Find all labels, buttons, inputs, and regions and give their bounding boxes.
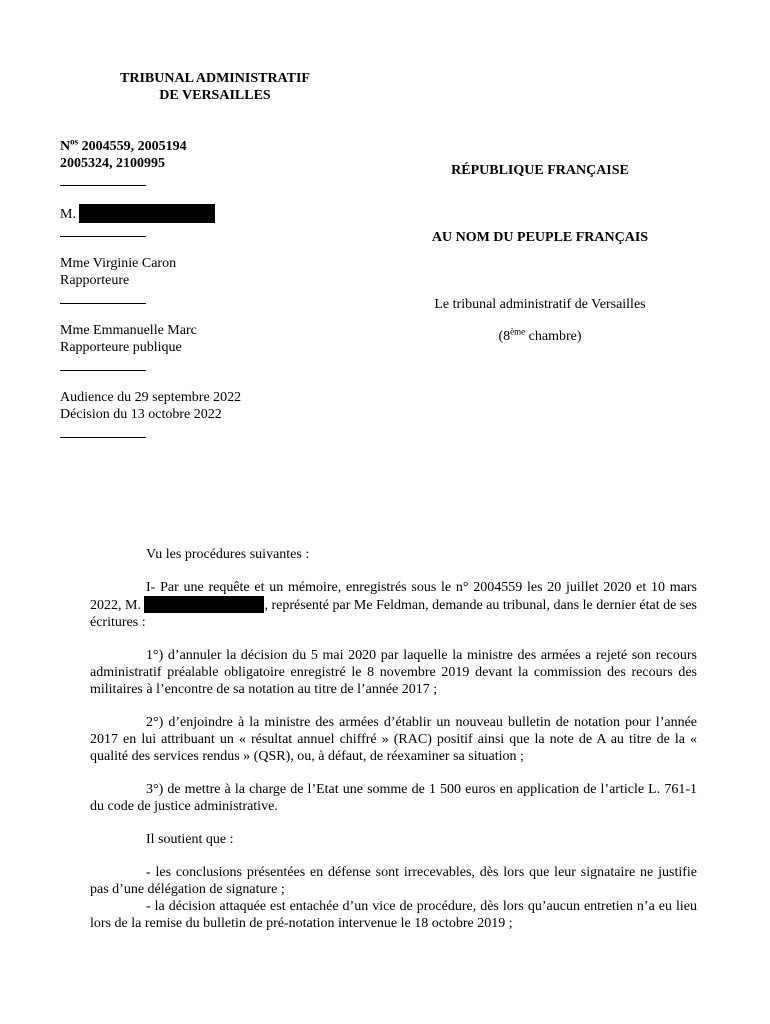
rapporteur-name: Mme Virginie Caron <box>60 256 177 271</box>
hearing-date: Audience du 29 septembre 2022 <box>60 390 242 405</box>
case-numbers-sup: os <box>70 136 79 147</box>
paragraph-argues: Il soutient que : <box>146 832 234 847</box>
chamber-open: (8 <box>498 329 511 344</box>
separator-rule <box>60 303 146 304</box>
redaction-bar <box>79 204 215 223</box>
decision-date: Décision du 13 octobre 2022 <box>60 407 222 422</box>
separator-rule <box>60 437 146 438</box>
paragraph-conclusion-2: 2°) d’enjoindre à la ministre des armées d’établir un nouveau bulletin de notation pour l’année 2017 en lui attribuant un « résultat annuel chiffré » (RAC) positif ainsi que la note de A au titre de la « qualité des services rendus » (QSR), ou, à défaut, de réexaminer sa situation ; <box>90 715 697 764</box>
republic-heading: RÉPUBLIQUE FRANÇAISE <box>451 163 629 178</box>
hearing-dates <box>60 389 241 423</box>
tribunal-line: Le tribunal administratif de Versailles <box>434 297 646 312</box>
rapporteur <box>60 255 176 289</box>
case-numbers-line1: 2004559, 2005194 <box>78 139 187 154</box>
court-header <box>60 70 370 104</box>
separator-rule <box>60 370 146 371</box>
applicant-prefix: M. <box>60 207 76 222</box>
paragraph-conclusion-3: 3°) de mettre à la charge de l’Etat une somme de 1 500 euros en application de l’article L. 761-1 du code de justice administrative. <box>90 782 697 814</box>
case-numbers <box>60 138 187 172</box>
document-body <box>90 546 697 932</box>
redaction-bar <box>144 596 264 613</box>
rapporteur-role: Rapporteure <box>60 273 130 288</box>
paragraph-conclusion-1: 1°) d’annuler la décision du 5 mai 2020 par laquelle la ministre des armées a rejeté son recours administratif préalable obligatoire enregistré le 8 novembre 2019 devant la commission des recours des militaires à l’encontre de sa notation au titre de l’année 2017 ; <box>90 648 697 697</box>
chamber-close: chambre) <box>525 329 582 344</box>
case-numbers-prefix: N <box>60 139 71 154</box>
rapporteur-public <box>60 322 197 356</box>
paragraph-argument-1: - les conclusions présentées en défense sont irrecevables, dès lors que leur signataire ne justifie pas d’une délégation de signature ; <box>90 865 697 897</box>
rapporteur-public-name: Mme Emmanuelle Marc <box>60 323 197 338</box>
chamber-sup: ème <box>510 326 526 337</box>
people-heading: AU NOM DU PEUPLE FRANÇAIS <box>431 230 649 245</box>
separator-rule <box>60 236 146 237</box>
applicant <box>60 204 215 223</box>
request-text-b: , représenté par Me Feldman, demande au tribunal, dans le dernier état de ses écritures : <box>90 598 697 630</box>
chamber-line <box>390 328 690 345</box>
paragraph-procedures: Vu les procédures suivantes : <box>146 547 310 562</box>
request-text-a: I- Par une requête et un mémoire, enregistrés sous le n° 2004559 les 20 juillet 2020 et 10 mars 2022, M. <box>90 580 697 613</box>
court-name-line1: TRIBUNAL ADMINISTRATIF <box>120 71 310 86</box>
rapporteur-public-role: Rapporteure publique <box>60 340 182 355</box>
separator-rule <box>60 185 146 186</box>
court-name-line2: DE VERSAILLES <box>159 88 271 103</box>
case-numbers-line2: 2005324, 2100995 <box>60 156 165 171</box>
paragraph-argument-2: - la décision attaquée est entachée d’un vice de procédure, dès lors qu’aucun entretien n’a eu lieu lors de la remise du bulletin de pré-notation intervenue le 18 octobre 2019 ; <box>90 899 697 931</box>
paragraph-request <box>90 579 697 631</box>
